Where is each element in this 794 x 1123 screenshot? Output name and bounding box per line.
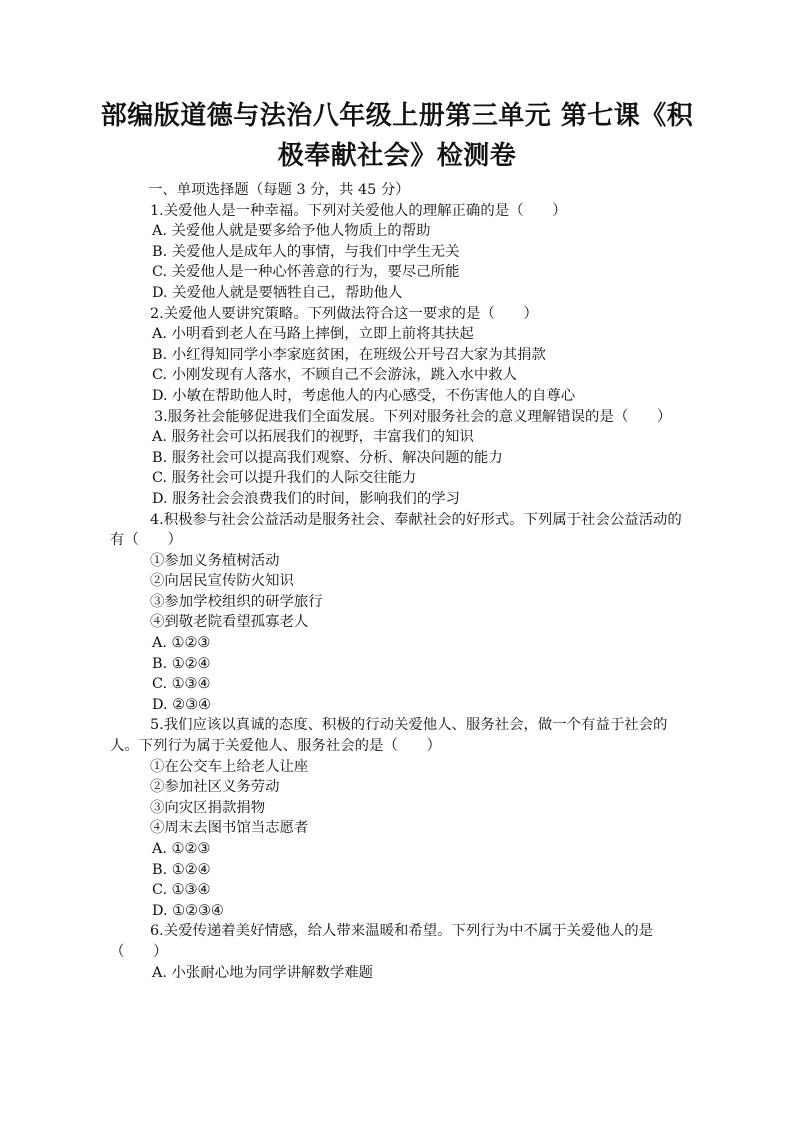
question-4-item-2: ②向居民宣传防火知识: [150, 573, 294, 590]
question-4-item-3: ③参加学校组织的研学旅行: [150, 593, 323, 610]
question-2-option-a: A. 小明看到老人在马路上摔倒，立即上前将其扶起: [152, 326, 474, 343]
question-1-option-d: D. 关爱他人就是要牺牲自己，帮助他人: [152, 284, 403, 301]
question-5-item-3: ③向灾区捐款捐物: [150, 799, 266, 816]
question-1-option-c: C. 关爱他人是一种心怀善意的行为，要尽己所能: [152, 264, 460, 281]
question-5-option-b: B. ①②④: [152, 861, 211, 878]
question-2-option-b: B. 小红得知同学小李家庭贫困，在班级公开号召大家为其捐款: [152, 346, 546, 363]
question-3-stem: 3.服务社会能够促进我们全面发展。下列对服务社会的意义理解错误的是（ ）: [154, 408, 672, 425]
question-4-option-b: B. ①②④: [152, 655, 211, 672]
question-5-stem: 5.我们应该以真诚的态度、积极的行动关爱他人、服务社会，做一个有益于社会的人。下列行为属于关爱他人、服务社会的是（ ）: [110, 717, 668, 755]
question-1-option-b: B. 关爱他人是成年人的事情，与我们中学生无关: [152, 243, 460, 260]
question-4-stem: 4.积极参与社会公益活动是服务社会、奉献社会的好形式。下列属于社会公益活动的有（ ）: [110, 511, 682, 549]
question-5-item-4: ④周末去图书馆当志愿者: [150, 820, 309, 837]
question-1-option-a: A. 关爱他人就是要多给予他人物质上的帮助: [152, 223, 431, 240]
question-1-stem: 1.关爱他人是一种幸福。下列对关爱他人的理解正确的是（ ）: [150, 202, 567, 219]
question-5-option-a: A. ①②③: [152, 841, 211, 857]
question-2-option-d: D. 小敏在帮助他人时，考虑他人的内心感受，不伤害他人的自尊心: [152, 387, 576, 404]
question-6-option-a: A. 小张耐心地为同学讲解数学难题: [152, 964, 374, 981]
question-4-option-a: A. ①②③: [152, 635, 211, 652]
question-5-option-c: C. ①③④: [152, 882, 211, 899]
question-3-option-d: D. 服务社会会浪费我们的时间，影响我们的学习: [152, 490, 460, 507]
question-2-option-c: C. 小刚发现有人落水，不顾自己不会游泳，跳入水中救人: [152, 367, 518, 384]
question-3-option-b: B. 服务社会可以提高我们观察、分析、解决问题的能力: [152, 449, 503, 466]
question-5-item-2: ②参加社区义务劳动: [150, 779, 280, 796]
question-6-stem: 6.关爱传递着美好情感，给人带来温暖和希望。下列行为中不属于关爱他人的是（ ）: [110, 923, 654, 960]
question-3-option-c: C. 服务社会可以提升我们的人际交往能力: [152, 470, 417, 487]
exam-content: [110, 180, 690, 983]
question-5-option-d: D. ①②③④: [152, 902, 224, 919]
question-4-option-c: C. ①③④: [152, 676, 211, 693]
page-title: 部编版道德与法治八年级上册第三单元 第七课《积极奉献社会》检测卷: [100, 101, 694, 171]
question-5-item-1: ①在公交车上给老人让座: [150, 758, 309, 775]
question-4-item-1: ①参加义务植树活动: [150, 552, 280, 569]
question-3-option-a: A. 服务社会可以拓展我们的视野，丰富我们的知识: [152, 429, 474, 446]
question-4-item-4: ④到敬老院看望孤寡老人: [150, 614, 309, 631]
section-heading: 一、单项选择题（每题 3 分，共 45 分）: [148, 182, 410, 198]
question-2-stem: 2.关爱他人要讲究策略。下列做法符合这一要求的是（ ）: [150, 305, 538, 322]
question-4-option-d: D. ②③④: [152, 696, 211, 713]
